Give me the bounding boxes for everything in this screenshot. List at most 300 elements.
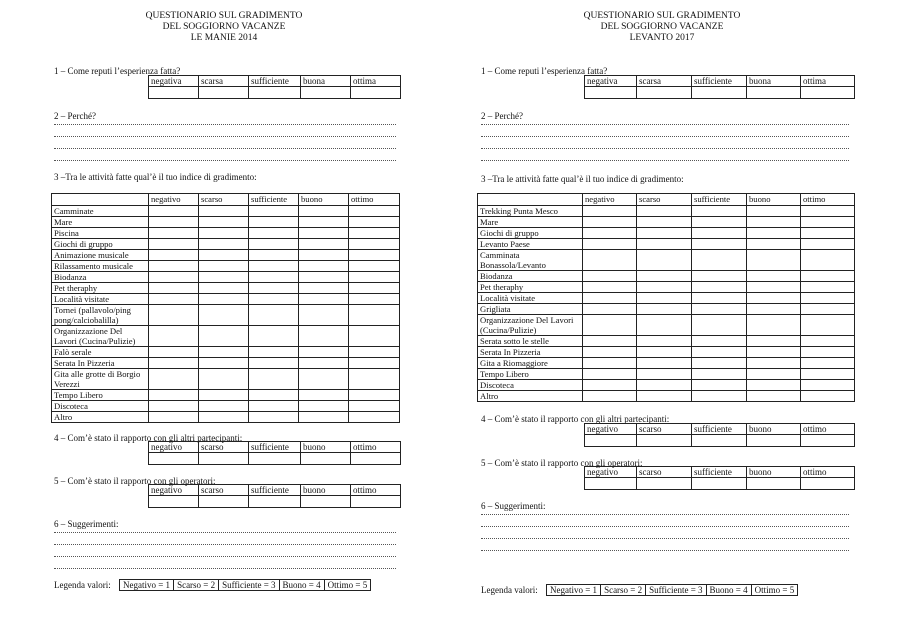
rating-checkbox[interactable] [249,228,299,239]
rating-checkbox[interactable] [199,261,249,272]
activity-name: Serata In Pizzeria [52,358,149,369]
rating-checkbox[interactable] [149,250,199,261]
rating-checkbox[interactable] [349,228,400,239]
activity-row [52,326,400,347]
rating-checkbox[interactable] [747,228,801,239]
rating-checkbox[interactable] [299,326,349,347]
rating-header: negativo [583,194,637,206]
rating-checkbox[interactable] [249,217,299,228]
question-5-label: 5 – Com’è stato il rapporto con gli operatori: [481,458,643,468]
question-6-answer-lines[interactable] [481,503,849,551]
activity-name: Gita alle grotte di Borgio Verezzi [52,369,149,390]
rating-checkbox[interactable] [149,283,199,294]
rating-checkbox[interactable] [299,305,349,326]
rating-checkbox[interactable] [747,87,801,99]
rating-checkbox[interactable] [692,282,747,293]
activity-row [52,294,400,305]
activity-name: Altro [478,391,583,402]
rating-option: scarsa [637,76,692,87]
rating-checkbox[interactable] [299,390,349,401]
rating-checkbox[interactable] [583,315,637,336]
rating-checkbox[interactable] [585,478,637,490]
rating-checkbox[interactable] [692,293,747,304]
rating-checkbox[interactable] [801,380,855,391]
question-6-label: 6 – Suggerimenti: [54,519,119,529]
rating-checkbox[interactable] [149,453,199,465]
rating-checkbox[interactable] [583,293,637,304]
rating-checkbox[interactable] [801,228,855,239]
rating-checkbox[interactable] [692,369,747,380]
rating-checkbox[interactable] [149,239,199,250]
rating-option: ottima [801,76,855,87]
activity-name: Camminate [52,206,149,217]
legend-label: Legenda valori: [481,584,538,595]
activity-name: Tempo Libero [478,369,583,380]
rating-checkbox[interactable] [149,358,199,369]
rating-checkbox[interactable] [149,87,199,99]
rating-checkbox[interactable] [199,305,249,326]
rating-checkbox[interactable] [249,272,299,283]
rating-checkbox[interactable] [637,293,692,304]
rating-checkbox[interactable] [583,380,637,391]
activity-name: Serata In Pizzeria [478,347,583,358]
rating-option: scarso [637,467,692,478]
rating-option: negativa [149,76,199,87]
rating-checkbox[interactable] [199,206,249,217]
activity-row [478,206,855,217]
rating-checkbox[interactable] [801,315,855,336]
legend-item: Sufficiente = 3 [219,580,279,591]
rating-checkbox[interactable] [249,412,299,423]
activity-name: Serata sotto le stelle [478,336,583,347]
rating-checkbox[interactable] [249,206,299,217]
rating-checkbox[interactable] [299,239,349,250]
rating-option: sufficiente [249,442,301,453]
rating-checkbox[interactable] [149,401,199,412]
rating-checkbox[interactable] [149,496,199,508]
legend-item: Scarso = 2 [174,580,219,591]
activity-name: Mare [478,217,583,228]
rating-checkbox[interactable] [199,401,249,412]
rating-checkbox[interactable] [637,228,692,239]
rating-checkbox[interactable] [692,358,747,369]
rating-checkbox[interactable] [349,250,400,261]
rating-checkbox[interactable] [747,304,801,315]
rating-checkbox[interactable] [351,87,401,99]
rating-checkbox[interactable] [149,272,199,283]
rating-checkbox[interactable] [149,305,199,326]
rating-checkbox[interactable] [299,369,349,390]
rating-checkbox[interactable] [637,435,692,447]
rating-checkbox[interactable] [299,283,349,294]
rating-checkbox[interactable] [801,369,855,380]
activity-row [478,271,855,282]
rating-checkbox[interactable] [692,336,747,347]
rating-checkbox[interactable] [692,217,747,228]
rating-checkbox[interactable] [801,217,855,228]
rating-option: ottimo [801,424,855,435]
question-6-answer-lines[interactable] [54,521,396,569]
rating-checkbox[interactable] [801,271,855,282]
rating-checkbox[interactable] [249,453,301,465]
rating-checkbox[interactable] [692,478,747,490]
rating-checkbox[interactable] [637,250,692,271]
rating-option: buono [747,467,801,478]
rating-checkbox[interactable] [349,412,400,423]
rating-checkbox[interactable] [692,391,747,402]
rating-option: buono [747,424,801,435]
legend-item: Buono = 4 [279,580,324,591]
rating-checkbox[interactable] [583,239,637,250]
activity-name: Mare [52,217,149,228]
activity-row [478,250,855,271]
questionnaire-page-2017 [452,0,904,618]
rating-checkbox[interactable] [199,250,249,261]
rating-checkbox[interactable] [747,336,801,347]
rating-checkbox[interactable] [349,261,400,272]
rating-checkbox[interactable] [692,228,747,239]
activity-row [52,239,400,250]
rating-checkbox[interactable] [351,453,401,465]
activity-name: Falò serale [52,347,149,358]
rating-checkbox[interactable] [249,250,299,261]
activities-rows [52,206,400,423]
activity-row [52,390,400,401]
rating-option: scarso [199,442,249,453]
rating-checkbox[interactable] [149,326,199,347]
rating-checkbox[interactable] [637,380,692,391]
activity-row [478,336,855,347]
rating-checkbox[interactable] [801,347,855,358]
question-4-label: 4 – Com’è stato il rapporto con gli altri partecipanti: [54,433,243,443]
rating-header: buono [747,194,801,206]
rating-checkbox[interactable] [349,305,400,326]
rating-option: ottima [351,76,401,87]
rating-checkbox[interactable] [637,239,692,250]
activity-row [52,272,400,283]
activity-row [478,369,855,380]
question-1-rating-table [148,75,401,99]
rating-checkbox[interactable] [249,401,299,412]
rating-checkbox[interactable] [692,87,747,99]
rating-checkbox[interactable] [692,347,747,358]
rating-checkbox[interactable] [149,261,199,272]
rating-checkbox[interactable] [149,369,199,390]
rating-checkbox[interactable] [351,496,401,508]
rating-checkbox[interactable] [249,283,299,294]
rating-checkbox[interactable] [747,478,801,490]
activity-row [478,315,855,336]
rating-option: negativo [149,485,199,496]
rating-option: sufficiente [692,76,747,87]
rating-checkbox[interactable] [149,294,199,305]
rating-checkbox[interactable] [583,217,637,228]
rating-checkbox[interactable] [747,380,801,391]
activity-name: Località visitate [478,293,583,304]
rating-checkbox[interactable] [349,358,400,369]
rating-checkbox[interactable] [299,347,349,358]
question-3-label: 3 –Tra le attività fatte qual’è il tuo indice di gradimento: [481,174,684,184]
rating-checkbox[interactable] [301,453,351,465]
rating-checkbox[interactable] [585,435,637,447]
rating-checkbox[interactable] [637,369,692,380]
rating-checkbox[interactable] [299,206,349,217]
rating-option: sufficiente [249,485,301,496]
rating-checkbox[interactable] [299,228,349,239]
rating-checkbox[interactable] [692,435,747,447]
rating-checkbox[interactable] [249,358,299,369]
rating-checkbox[interactable] [199,283,249,294]
rating-checkbox[interactable] [199,217,249,228]
rating-checkbox[interactable] [299,261,349,272]
rating-checkbox[interactable] [199,358,249,369]
rating-checkbox[interactable] [747,315,801,336]
rating-checkbox[interactable] [801,336,855,347]
question-2-label: 2 – Perché? [54,111,96,121]
rating-checkbox[interactable] [301,87,351,99]
rating-checkbox[interactable] [249,261,299,272]
rating-checkbox[interactable] [299,401,349,412]
rating-checkbox[interactable] [637,336,692,347]
activity-name: Località visitate [52,294,149,305]
rating-checkbox[interactable] [149,412,199,423]
rating-checkbox[interactable] [747,206,801,217]
rating-checkbox[interactable] [349,272,400,283]
rating-checkbox[interactable] [299,358,349,369]
activity-row [478,217,855,228]
rating-checkbox[interactable] [801,304,855,315]
rating-checkbox[interactable] [747,239,801,250]
activity-name: Discoteca [478,380,583,391]
activity-row [52,369,400,390]
rating-checkbox[interactable] [299,294,349,305]
rating-header: sufficiente [249,194,299,206]
rating-checkbox[interactable] [199,412,249,423]
rating-checkbox[interactable] [149,390,199,401]
activity-name: Levanto Paese [478,239,583,250]
rating-header: sufficiente [692,194,747,206]
legend-table [546,584,798,596]
rating-checkbox[interactable] [301,496,351,508]
rating-checkbox[interactable] [299,412,349,423]
rating-checkbox[interactable] [299,272,349,283]
rating-checkbox[interactable] [199,326,249,347]
rating-checkbox[interactable] [801,358,855,369]
rating-checkbox[interactable] [583,206,637,217]
rating-checkbox[interactable] [637,358,692,369]
question-5-rating-table [584,466,855,490]
activity-name: Trekking Punta Mesco [478,206,583,217]
rating-checkbox[interactable] [583,336,637,347]
rating-checkbox[interactable] [349,294,400,305]
rating-checkbox[interactable] [801,293,855,304]
activity-name: Biodanza [52,272,149,283]
rating-option: sufficiente [249,76,301,87]
rating-checkbox[interactable] [801,391,855,402]
activity-row [478,380,855,391]
rating-checkbox[interactable] [583,282,637,293]
activity-name: Organizzazione Del Lavori (Cucina/Pulizie) [478,315,583,336]
rating-checkbox[interactable] [149,347,199,358]
rating-checkbox[interactable] [692,304,747,315]
activity-row [478,304,855,315]
rating-checkbox[interactable] [637,478,692,490]
rating-checkbox[interactable] [801,250,855,271]
rating-checkbox[interactable] [249,347,299,358]
rating-checkbox[interactable] [249,326,299,347]
rating-checkbox[interactable] [149,228,199,239]
rating-checkbox[interactable] [692,315,747,336]
activity-name: Altro [52,412,149,423]
rating-checkbox[interactable] [349,283,400,294]
rating-checkbox[interactable] [349,390,400,401]
activity-name: Animazione musicale [52,250,149,261]
rating-checkbox[interactable] [583,304,637,315]
rating-checkbox[interactable] [747,369,801,380]
rating-checkbox[interactable] [349,326,400,347]
rating-option: scarso [199,485,249,496]
rating-checkbox[interactable] [583,228,637,239]
legend-item: Ottimo = 5 [751,585,798,596]
rating-checkbox[interactable] [249,496,301,508]
rating-checkbox[interactable] [692,380,747,391]
rating-checkbox[interactable] [692,239,747,250]
rating-checkbox[interactable] [801,239,855,250]
rating-checkbox[interactable] [692,206,747,217]
question-1-label: 1 – Come reputi l’esperienza fatta? [54,66,181,76]
activity-row [478,228,855,239]
rating-checkbox[interactable] [747,271,801,282]
rating-checkbox[interactable] [249,369,299,390]
rating-checkbox[interactable] [199,496,249,508]
rating-checkbox[interactable] [199,228,249,239]
rating-checkbox[interactable] [637,315,692,336]
activity-row [52,250,400,261]
rating-checkbox[interactable] [249,239,299,250]
rating-checkbox[interactable] [199,239,249,250]
activity-name: Pet theraphy [52,283,149,294]
rating-checkbox[interactable] [637,87,692,99]
rating-option: buono [301,442,351,453]
question-2-answer-lines[interactable] [481,113,849,161]
rating-option: ottimo [801,467,855,478]
rating-checkbox[interactable] [583,271,637,282]
question-4-label: 4 – Com’è stato il rapporto con gli altri partecipanti: [481,414,670,424]
rating-checkbox[interactable] [249,305,299,326]
rating-checkbox[interactable] [747,358,801,369]
rating-checkbox[interactable] [583,391,637,402]
activity-name: Giochi di gruppo [478,228,583,239]
rating-header: scarso [637,194,692,206]
rating-checkbox[interactable] [249,87,301,99]
rating-checkbox[interactable] [149,206,199,217]
rating-checkbox[interactable] [637,206,692,217]
rating-checkbox[interactable] [299,250,349,261]
rating-checkbox[interactable] [583,369,637,380]
rating-checkbox[interactable] [199,272,249,283]
activity-row [52,401,400,412]
rating-checkbox[interactable] [692,271,747,282]
rating-checkbox[interactable] [747,391,801,402]
rating-checkbox[interactable] [249,390,299,401]
rating-checkbox[interactable] [199,453,249,465]
question-4-rating-table [584,423,855,447]
rating-option: buona [301,76,351,87]
rating-checkbox[interactable] [747,250,801,271]
rating-checkbox[interactable] [583,347,637,358]
rating-checkbox[interactable] [199,294,249,305]
question-6-label: 6 – Suggerimenti: [481,501,546,511]
rating-checkbox[interactable] [199,347,249,358]
rating-checkbox[interactable] [199,369,249,390]
rating-checkbox[interactable] [349,369,400,390]
rating-checkbox[interactable] [299,217,349,228]
activity-name: Tornei (pallavolo/ping pong/calciobalilla) [52,305,149,326]
rating-checkbox[interactable] [637,347,692,358]
rating-checkbox[interactable] [747,293,801,304]
rating-checkbox[interactable] [801,435,855,447]
rating-checkbox[interactable] [801,478,855,490]
rating-checkbox[interactable] [637,304,692,315]
rating-checkbox[interactable] [349,206,400,217]
rating-checkbox[interactable] [349,239,400,250]
rating-option: negativa [585,76,637,87]
question-1-label: 1 – Come reputi l’esperienza fatta? [481,66,608,76]
rating-checkbox[interactable] [637,271,692,282]
rating-checkbox[interactable] [585,87,637,99]
activity-row [52,305,400,326]
question-5-rating-table [148,484,401,508]
rating-checkbox[interactable] [583,358,637,369]
rating-checkbox[interactable] [801,206,855,217]
question-5-label: 5 – Com’è stato il rapporto con gli operatori: [54,476,216,486]
rating-checkbox[interactable] [349,401,400,412]
rating-checkbox[interactable] [349,347,400,358]
rating-checkbox[interactable] [637,217,692,228]
question-1-rating-table [584,75,855,99]
rating-option: sufficiente [692,424,747,435]
activity-name: Discoteca [52,401,149,412]
rating-checkbox[interactable] [249,294,299,305]
rating-header: scarso [199,194,249,206]
rating-checkbox[interactable] [801,87,855,99]
rating-checkbox[interactable] [747,435,801,447]
rating-checkbox[interactable] [637,391,692,402]
rating-header: ottimo [349,194,400,206]
activity-name: Gita a Riomaggiore [478,358,583,369]
rating-checkbox[interactable] [199,87,249,99]
question-2-answer-lines[interactable] [54,113,396,161]
page-title: QUESTIONARIO SUL GRADIMENTO DEL SOGGIORNO VACANZE LE MANIE 2014 [145,11,303,43]
legend-item: Negativo = 1 [546,585,600,596]
rating-checkbox[interactable] [199,390,249,401]
rating-checkbox[interactable] [637,282,692,293]
activity-name: Organizzazione Del Lavori (Cucina/Pulizie) [52,326,149,347]
rating-checkbox[interactable] [747,347,801,358]
rating-checkbox[interactable] [349,217,400,228]
activity-header-empty [478,194,583,206]
rating-checkbox[interactable] [747,282,801,293]
rating-option: negativo [585,467,637,478]
activity-row [478,282,855,293]
rating-checkbox[interactable] [747,217,801,228]
rating-checkbox[interactable] [583,250,637,271]
rating-option: scarso [637,424,692,435]
question-3-label: 3 –Tra le attività fatte qual’è il tuo indice di gradimento: [54,172,257,182]
rating-checkbox[interactable] [692,250,747,271]
rating-checkbox[interactable] [149,217,199,228]
rating-checkbox[interactable] [801,282,855,293]
